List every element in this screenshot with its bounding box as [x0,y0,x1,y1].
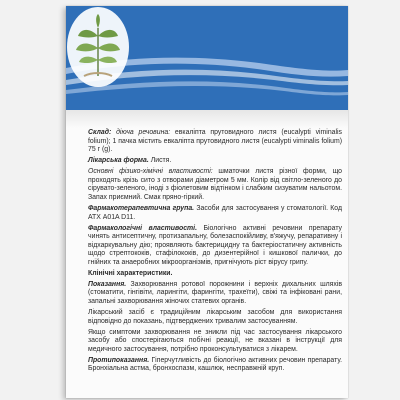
dosage-form-label: Лікарська форма. [88,157,149,165]
pharm-props-paragraph [88,225,342,268]
medicine-package [66,6,348,398]
composition-paragraph [88,129,342,155]
clinical-section-title: Клінічні характеристики. [88,269,173,277]
leaflet-text [88,129,342,376]
package-header-band [66,6,348,110]
traditional-use-note: Лікарський засіб є традиційним лікарським засобом для використання відповідно до показань, підтверджених тривалим застосуванням. [88,309,342,325]
eucalyptus-plant-icon [66,6,130,88]
consult-doctor-note: Якщо симптоми захворювання не зникли під час застосування лікарського засобу або спостерігаються побічні реакції, не вказані в інструкції для медичного застосування, потрібно проконсультуватися з лікарем. [88,328,342,353]
indications-paragraph [88,281,342,307]
package-fold-edge [66,110,348,128]
indications-text: Захворювання ротової порожнини і верхніх дихальних шляхів (стоматити, гінгівіти, ларингіти, фарингіти, трахеїти), свіжі та інфіковані рани, запальні захворювання жіночих статевих органів. [88,280,342,306]
composition-label: Склад: [88,129,112,136]
pharm-group-text: Засоби для застосування у стоматології. Код АТХ A01A D11. [88,204,342,221]
dosage-form-paragraph [88,157,342,166]
contraindications-paragraph [88,357,342,374]
properties-paragraph [88,168,342,202]
composition-text: евкаліпта прутовидного листя (eucalypti viminalis folium); 1 пачка містить евкаліпта прутовидного листя (eucalypti viminalis folium) 75 г (g). [88,129,342,154]
contraindications-text: Гіперчутливість до біологічно активних речовин препарату. Бронхіальна астма, бронхоспазм, кашлюк, несправжній круп. [88,356,342,373]
indications-label: Показання. [88,280,127,288]
properties-label: Основні фізико-хімічні властивості: [88,168,213,176]
composition-active-label: діюча речовина: [116,129,171,136]
pharm-group-paragraph [88,205,342,222]
pharm-group-label: Фармакотерапевтична група. [88,204,195,212]
contraindications-label: Протипоказання. [88,356,150,364]
dosage-form-text: Листя. [150,157,172,165]
pharm-props-label: Фармакологічні властивості. [88,224,197,232]
pharm-props-text: Біологічно активні речовини препарату чинять антисептичну, протизапальну, болезаспокійливу, в'яжучу, репаративну і відхаркувальну дію; проявляють бактерицидну та бактеріостатичну активність щодо стрептококів, стафілококів, до дизентерійної і кишкової палички, до гнійних та анаеробних мікроорганізмів, пригнічують ріст вірусу грипу. [88,224,342,266]
properties-text: шматочки листя різної форми, що проходять крізь сито з отворами діаметром 5 мм. Колір від світло-зеленого до сірувато-зеленого, іноді з фіолетовим відтінком і слабким сизуватим нальотом. Запах приємний. Смак пряно-гіркий. [88,168,343,201]
